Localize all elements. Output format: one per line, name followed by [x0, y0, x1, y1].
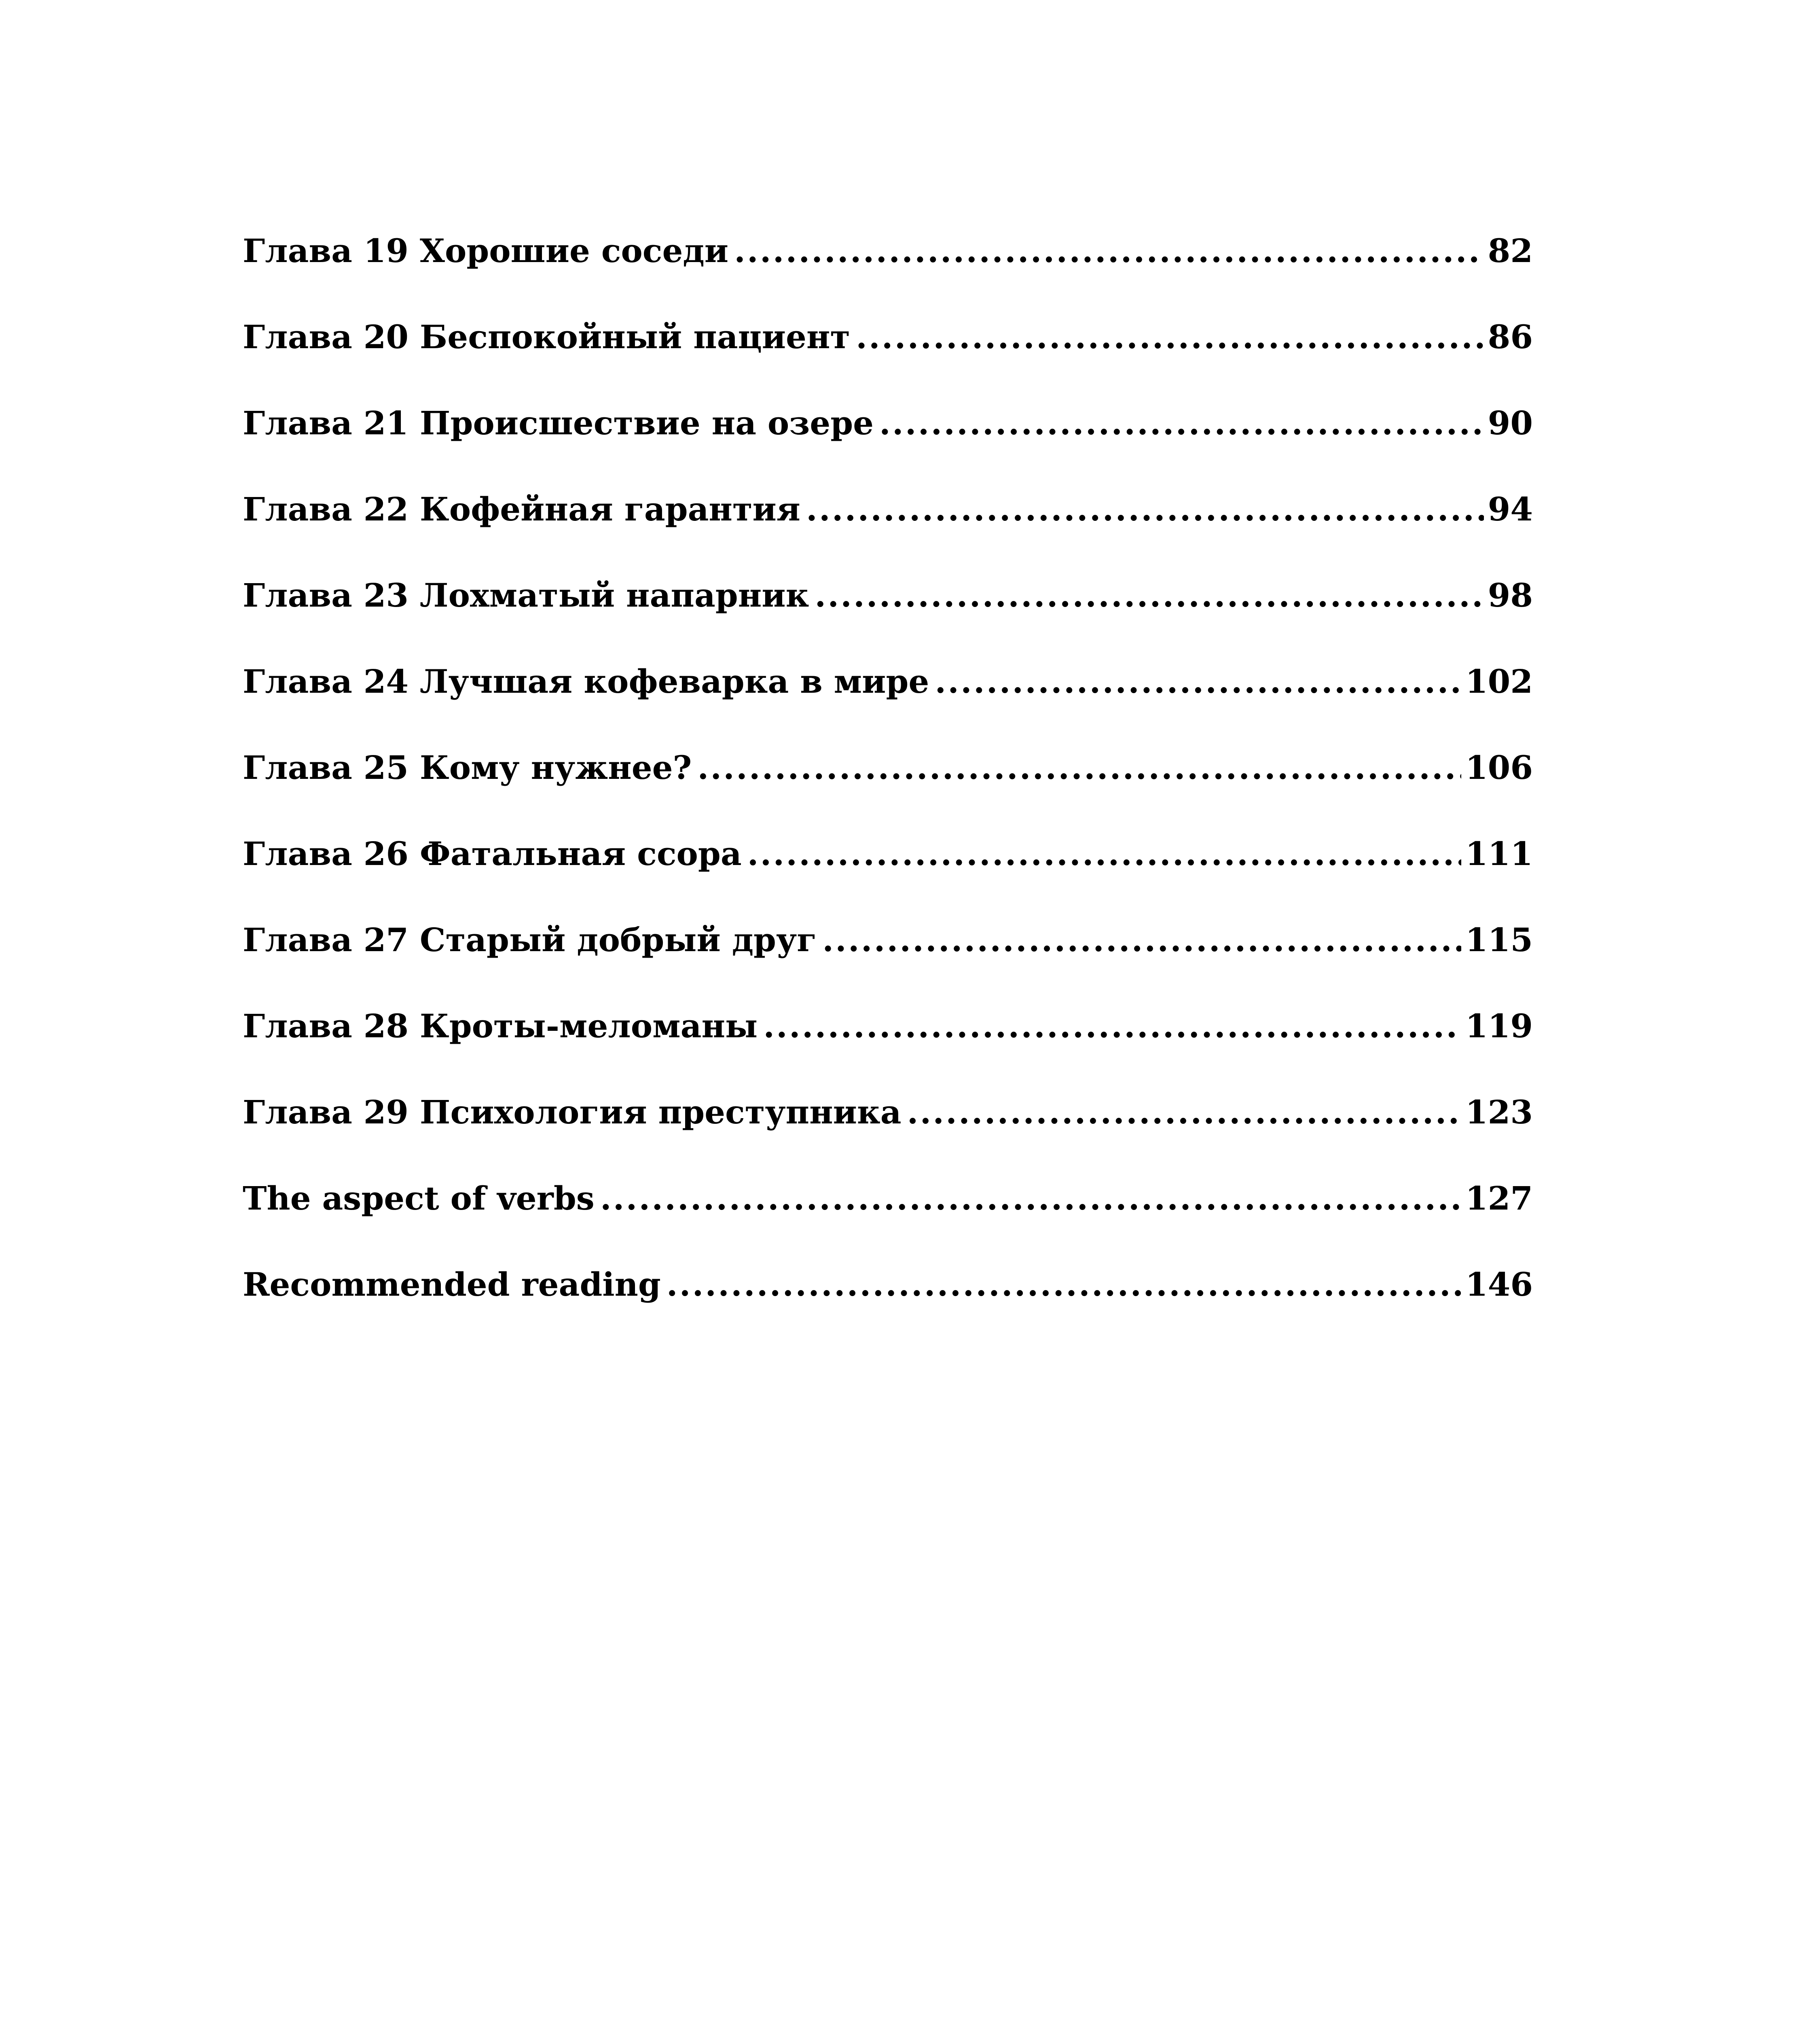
dot-leader — [806, 493, 1484, 525]
toc-entry-page: 111 — [1465, 835, 1533, 873]
dot-leader — [879, 407, 1484, 439]
toc-entry-title: Глава 27 Старый добрый друг — [243, 921, 817, 959]
dot-leader — [856, 321, 1484, 353]
toc-entry-title: The aspect of verbs — [243, 1179, 595, 1217]
toc-entry-page: 98 — [1488, 576, 1533, 614]
toc-entry-page: 119 — [1465, 1007, 1533, 1045]
dot-leader — [935, 665, 1461, 698]
toc-entry-page: 90 — [1488, 404, 1533, 442]
toc-entry-page: 82 — [1488, 232, 1533, 270]
toc-entry-aspect-of-verbs[interactable] — [243, 1179, 1533, 1268]
toc-entry-page: 86 — [1488, 318, 1533, 356]
toc-entry-chapter-23[interactable] — [243, 576, 1533, 665]
toc-entry-title: Глава 25 Кому нужнее? — [243, 749, 692, 787]
toc-entry-page: 94 — [1488, 490, 1533, 528]
toc-entry-title: Глава 28 Кроты-меломаны — [243, 1007, 758, 1045]
dot-leader — [734, 235, 1484, 267]
dot-leader — [600, 1182, 1461, 1214]
toc-entry-title: Глава 23 Лохматый напарник — [243, 576, 809, 614]
dot-leader — [747, 838, 1461, 870]
toc-entry-chapter-27[interactable] — [243, 921, 1533, 1010]
toc-entry-chapter-20[interactable] — [243, 318, 1533, 407]
toc-entry-page: 102 — [1465, 662, 1533, 700]
dot-leader — [697, 751, 1461, 784]
toc-entry-chapter-22[interactable] — [243, 490, 1533, 579]
toc-entry-chapter-24[interactable] — [243, 662, 1533, 751]
toc-entry-title: Глава 29 Психология преступника — [243, 1093, 902, 1131]
toc-entry-title: Глава 19 Хорошие соседи — [243, 232, 729, 270]
toc-entry-title: Глава 22 Кофейная гарантия — [243, 490, 800, 528]
toc-entry-recommended-reading[interactable] — [243, 1265, 1533, 1354]
toc-entry-chapter-28[interactable] — [243, 1007, 1533, 1096]
toc-entry-title: Глава 20 Беспокойный пациент — [243, 318, 851, 356]
dot-leader — [822, 924, 1461, 956]
toc-entry-title: Recommended reading — [243, 1265, 661, 1303]
toc-entry-page: 123 — [1465, 1093, 1533, 1131]
dot-leader — [667, 1268, 1461, 1301]
toc-entry-chapter-26[interactable] — [243, 835, 1533, 924]
toc-entry-page: 106 — [1465, 749, 1533, 787]
toc-entry-title: Глава 24 Лучшая кофеварка в мире — [243, 662, 929, 700]
toc-entry-title: Глава 26 Фатальная ссора — [243, 835, 742, 873]
dot-leader — [815, 579, 1484, 611]
dot-leader — [907, 1096, 1461, 1128]
toc-entry-page: 146 — [1465, 1265, 1533, 1303]
toc-entry-chapter-21[interactable] — [243, 404, 1533, 493]
dot-leader — [763, 1010, 1461, 1042]
table-of-contents — [243, 232, 1533, 1354]
toc-entry-page: 127 — [1465, 1179, 1533, 1217]
toc-entry-title: Глава 21 Происшествие на озере — [243, 404, 874, 442]
toc-entry-page: 115 — [1465, 921, 1533, 959]
toc-entry-chapter-29[interactable] — [243, 1093, 1533, 1182]
toc-entry-chapter-19[interactable] — [243, 232, 1533, 321]
toc-entry-chapter-25[interactable] — [243, 751, 1533, 838]
